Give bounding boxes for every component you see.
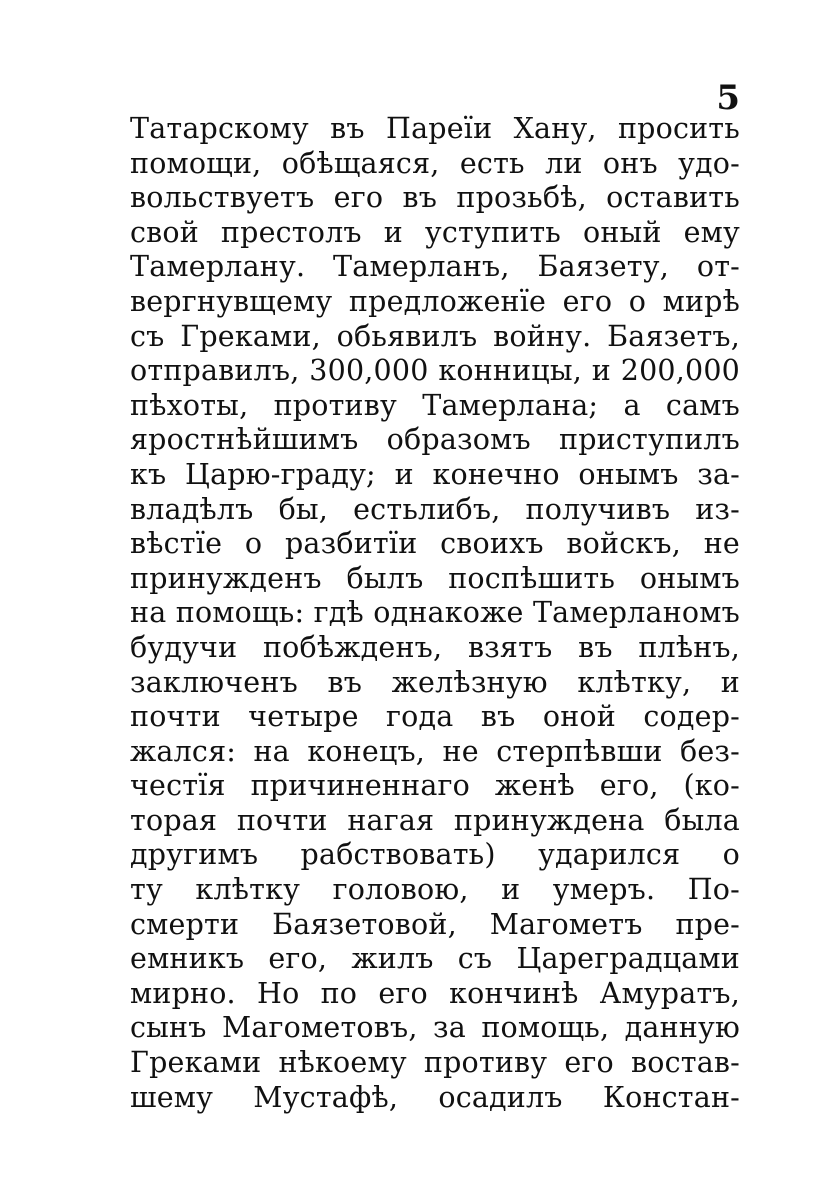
text-line: свой престолъ и уступить оный ему: [130, 215, 740, 249]
text-line: помощи, обѣщаяся, есть ли онъ удо-: [130, 146, 740, 180]
text-line: Татарскому въ Пареїи Хану, просить: [130, 112, 740, 145]
text-line: торая почти нагая принуждена была: [130, 803, 740, 837]
text-line: на помощь: гдѣ однакоже Тамерланомъ: [130, 596, 740, 630]
text-line: ту клѣтку головою, и умеръ. По-: [130, 873, 740, 907]
text-line: будучи побѣжденъ, взятъ въ плѣнъ,: [130, 630, 740, 664]
text-line: къ Царю-граду; и конечно онымъ за-: [130, 457, 740, 491]
text-line: владѣлъ бы, естьлибъ, получивъ из-: [130, 492, 740, 526]
text-line: принужденъ былъ поспѣшить онымъ: [130, 561, 740, 595]
text-line: Греками нѣкоему противу его востав-: [130, 1046, 740, 1080]
text-line: съ Греками, обьявилъ войну. Баязетъ,: [130, 319, 740, 353]
text-line: почти четыре года въ оной содер-: [130, 700, 740, 734]
text-line: честїя причиненнаго женѣ его, (ко-: [130, 769, 740, 803]
text-line: заключенъ въ желѣзную клѣтку, и: [130, 665, 740, 699]
text-line: Тамерлану. Тамерланъ, Баязету, от-: [130, 250, 740, 284]
text-line: смерти Баязетовой, Магометъ пре-: [130, 907, 740, 941]
text-line: вольствуетъ его въ прозьбѣ, оставить: [130, 181, 740, 215]
text-line: отправилъ, 300,000 конницы, и 200,000: [130, 354, 740, 388]
text-line: мирно. Но по его кончинѣ Амуратъ,: [130, 976, 740, 1010]
text-line: сынъ Магометовъ, за помощь, данную: [130, 1011, 740, 1045]
text-line: вергнувщему предложенїе его о мирѣ: [130, 284, 740, 318]
text-line: вѣстїе о разбитїи своихъ войскъ, не: [130, 527, 740, 561]
text-line: жался: на конецъ, не стерпѣвши без-: [130, 734, 740, 768]
text-line: емникъ его, жилъ съ Цареградцами: [130, 942, 740, 976]
text-line: пѣхоты, противу Тамерлана; а самъ: [130, 388, 740, 422]
page-number: 5: [716, 78, 740, 118]
text-line: другимъ рабствовать) ударился о: [130, 838, 740, 872]
text-line: шему Мустафѣ, осадилъ Констан-: [130, 1080, 740, 1114]
body-text: [130, 112, 740, 1115]
text-line: яростнѣйшимъ образомъ приступилъ: [130, 423, 740, 457]
